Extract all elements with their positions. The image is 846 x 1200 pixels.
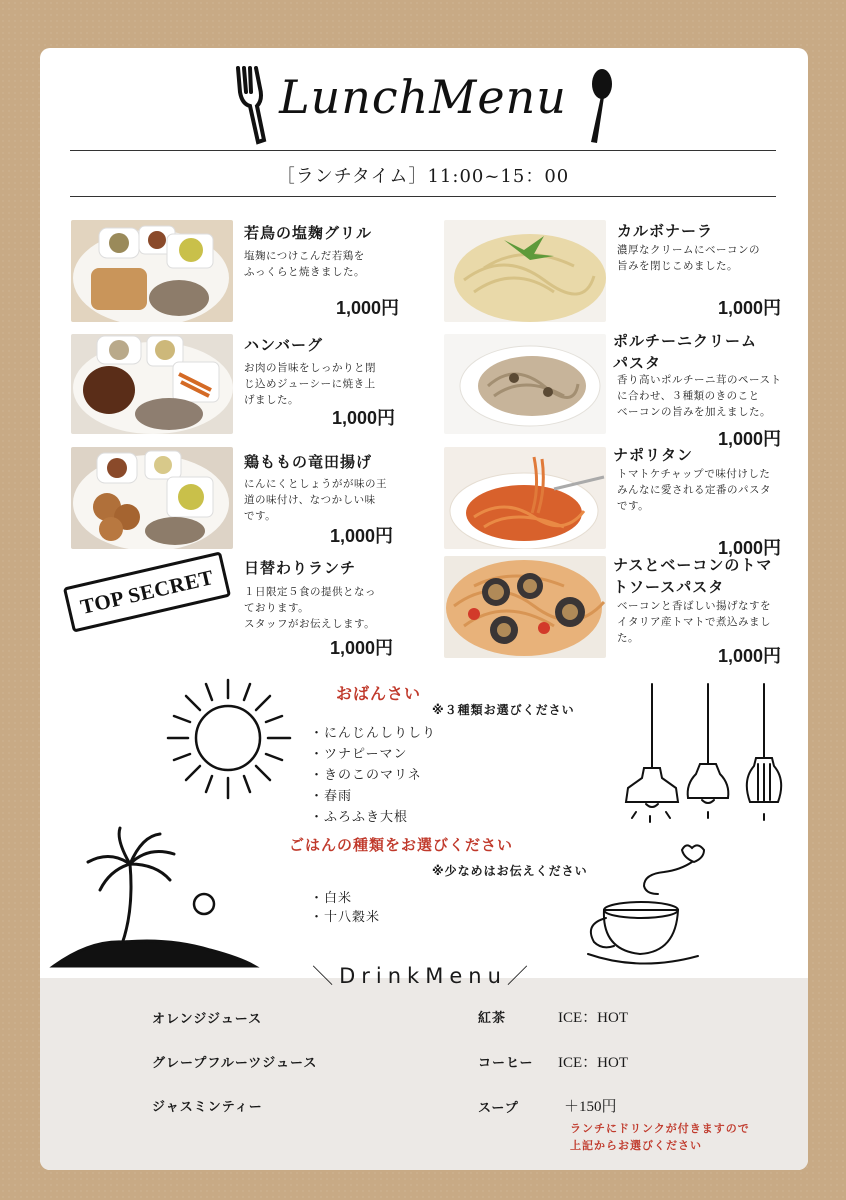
header-rule-top [70, 150, 776, 151]
item-desc: ベーコンの旨みを加えました。 [617, 406, 771, 418]
item-price: 1,000円 [336, 298, 400, 318]
photo-chicken-grill [71, 220, 233, 322]
item-price: 1,000円 [718, 429, 782, 449]
rice-note: ※少なめはお伝えください [432, 864, 588, 878]
item-desc: みんなに愛される定番のパスタ [617, 484, 771, 496]
item-desc: 濃厚なクリームにベーコンの [617, 244, 760, 256]
palm-island-icon [50, 820, 260, 970]
item-desc: た。 [617, 632, 639, 644]
item-name: ハンバーグ [244, 336, 323, 354]
item-name: ナスとベーコンのトマ [613, 556, 773, 574]
item-price: 1,000円 [330, 526, 394, 546]
obanzai-item: ・きのこのマリネ [310, 768, 422, 783]
pendant-lamps-icon [616, 684, 796, 834]
photo-tatsuta [71, 447, 233, 549]
drink-option: ＋150円 [564, 1099, 617, 1115]
photo-carbonara [444, 220, 606, 322]
item-desc: に合わせ、３種類のきのこと [617, 390, 760, 402]
rice-title: ごはんの種類をお選びください [289, 836, 514, 854]
photo-porcini [444, 334, 606, 434]
obanzai-item: ・にんじんしりしり [310, 726, 437, 741]
item-desc: じ込めジューシーに焼き上 [244, 378, 376, 390]
item-desc: 旨みを閉じこめました。 [617, 260, 738, 272]
item-desc: 道の味付け、なつかしい味 [244, 494, 376, 506]
item-desc: スタッフがお伝えします。 [244, 618, 376, 630]
drink-item: ジャスミンティー [152, 1100, 263, 1115]
item-desc: ふっくらと焼きました。 [244, 266, 365, 278]
item-desc: です。 [617, 500, 650, 512]
drink-note: ランチにドリンクが付きますので [570, 1122, 750, 1135]
item-name: カルボナーラ [617, 222, 714, 240]
item-desc: お肉の旨味をしっかりと閉 [244, 362, 376, 374]
item-price: 1,000円 [718, 538, 782, 558]
item-name: ナポリタン [613, 446, 694, 464]
item-desc: トマトケチャップで味付けした [617, 468, 771, 480]
lunch-time: ［ランチタイム］11:00~15：00 [276, 166, 570, 187]
obanzai-title: おばんさい [336, 684, 422, 703]
drink-note: 上記からお選びください [570, 1139, 702, 1152]
item-price: 1,000円 [718, 298, 782, 318]
item-name: 鶏ももの竜田揚げ [244, 453, 373, 471]
sun-icon [166, 676, 296, 806]
item-name: 若鳥の塩麹グリル [244, 224, 373, 242]
item-price: 1,000円 [718, 646, 782, 666]
item-name: ポルチーニクリーム [613, 332, 758, 350]
obanzai-item: ・春雨 [310, 789, 353, 804]
item-desc: にんにくとしょうがが味の王 [244, 478, 387, 490]
item-name-line2: パスタ [613, 354, 662, 372]
item-desc: １日限定５食の提供となっ [244, 586, 376, 598]
drink-option: ICE：HOT [558, 1010, 628, 1026]
drink-option: ICE：HOT [558, 1055, 628, 1071]
drink-item: 紅茶 [478, 1011, 507, 1026]
item-desc: ております。 [244, 602, 310, 614]
photo-napolitan [444, 447, 606, 549]
item-desc: ベーコンと香ばしい揚げなすを [617, 600, 771, 612]
obanzai-item: ・ツナピーマン [310, 747, 408, 762]
photo-eggplant-pasta [444, 556, 606, 658]
item-desc: 塩麹につけこんだ若鶏を [244, 250, 365, 262]
item-name-line2: トソースパスタ [613, 578, 725, 596]
rice-item: ・十八穀米 [310, 910, 381, 925]
header-rule-bottom [70, 196, 776, 197]
item-price: 1,000円 [332, 408, 396, 428]
obanzai-item: ・ふろふき大根 [310, 810, 409, 825]
item-price: 1,000円 [330, 638, 394, 658]
top-secret-stamp: TOP SECRET [63, 551, 231, 632]
drink-menu-title: ＼DrinkMenu／ [312, 964, 534, 988]
drink-item: オレンジジュース [152, 1012, 263, 1027]
obanzai-note: ※３種類お選びください [432, 703, 575, 717]
drink-item: スープ [478, 1101, 519, 1116]
drink-item: コーヒー [478, 1056, 534, 1071]
item-desc: 香り高いポルチーニ茸のペースト [617, 374, 782, 386]
rice-item: ・白米 [310, 891, 353, 906]
coffee-cup-icon [584, 840, 724, 970]
item-name: 日替わりランチ [244, 559, 357, 577]
item-desc: げました。 [244, 394, 299, 406]
item-desc: です。 [244, 510, 277, 522]
item-desc: イタリア産トマトで煮込みまし [617, 616, 771, 628]
page-title: LunchMenu [279, 70, 567, 124]
drink-item: グレープフルーツジュース [152, 1056, 318, 1071]
photo-hamburg [71, 334, 233, 434]
